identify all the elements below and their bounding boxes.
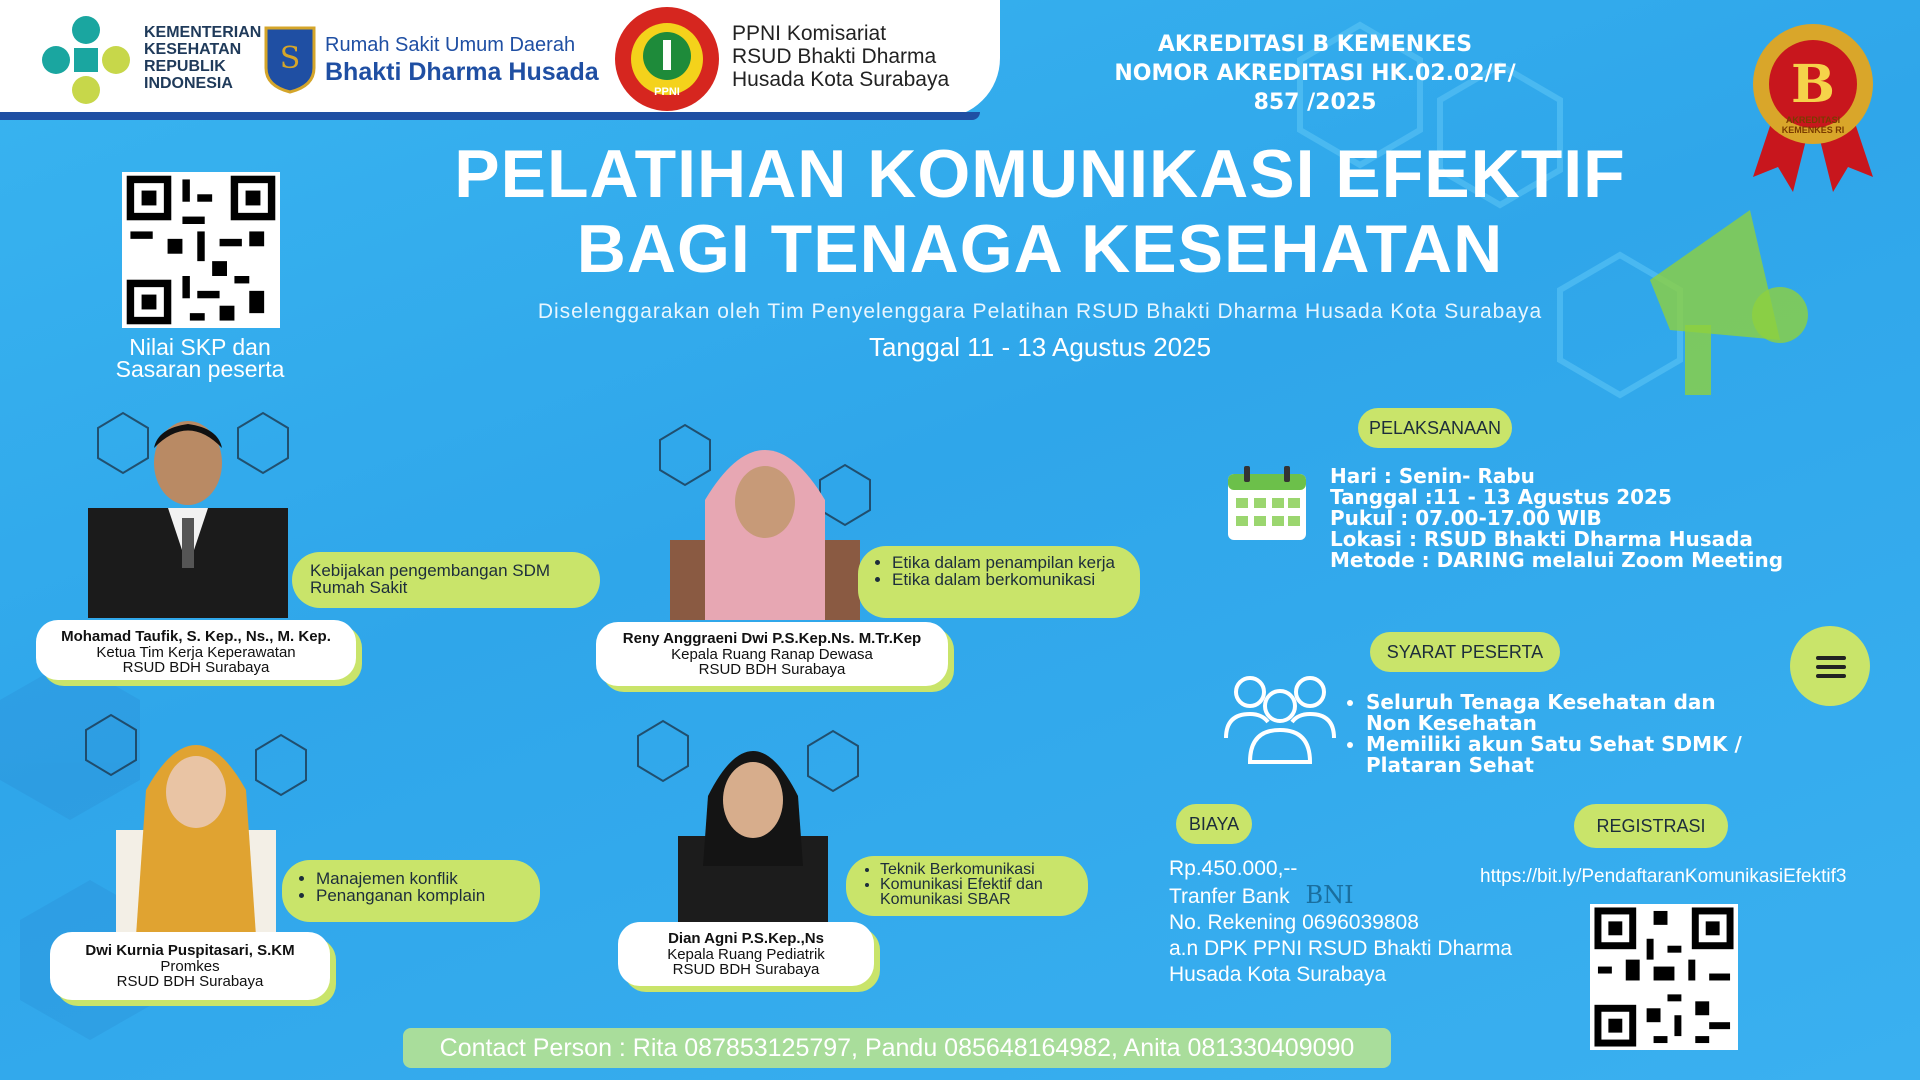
qr-code-skp[interactable] <box>122 172 280 328</box>
pelaksanaan-label: PELAKSANAAN <box>1358 408 1512 448</box>
registrasi-link[interactable]: https://bit.ly/PendaftaranKomunikasiEfektif3 <box>1480 866 1847 887</box>
speaker-institution: RSUD BDH Surabaya <box>122 659 270 676</box>
megaphone-icon <box>1630 200 1820 410</box>
qr-caption-line1: Nilai SKP dan <box>129 334 271 360</box>
topic-box-2 <box>858 546 1140 618</box>
syarat-item: • Seluruh Tenaga Kesehatan dan Non Kesehatan <box>1366 692 1766 734</box>
topic-item: • Etika dalam penampilan kerja <box>892 554 1122 571</box>
kemkes-logo-icon <box>38 12 134 108</box>
speaker-photo-dwi <box>76 710 316 936</box>
pelaksanaan-pukul: Pukul : 07.00-17.00 WIB <box>1330 506 1602 530</box>
topic-item: • Komunikasi Efektif dan Komunikasi SBAR <box>880 877 1070 907</box>
topic-item: • Teknik Berkomunikasi <box>880 862 1070 877</box>
speaker-card-2 <box>596 622 948 686</box>
menu-icon-bar <box>1816 674 1846 678</box>
speaker-card-3 <box>50 932 330 1000</box>
speaker-institution: RSUD BDH Surabaya <box>672 961 820 978</box>
page-title-line2: BAGI TENAGA KESEHATAN <box>576 211 1504 287</box>
badge-text: AKREDITASI KEMENKES RI <box>1781 115 1845 135</box>
biaya-amount: Rp.450.000,-- <box>1169 857 1298 880</box>
page-title-line1: PELATIHAN KOMUNIKASI EFEKTIF <box>454 136 1626 212</box>
speaker-photo-dian <box>628 716 868 922</box>
bni-logo: BNI <box>1305 881 1354 909</box>
syarat-details <box>1346 692 1766 776</box>
topic-list <box>876 554 1122 588</box>
ppni-line2: RSUD Bhakti Dharma <box>732 45 937 68</box>
syarat-item: • Memiliki akun Satu Sehat SDMK / Plataran Sehat <box>1366 734 1766 776</box>
biaya-rekening: No. Rekening 0696039808 <box>1169 911 1419 934</box>
topic-item: • Manajemen konflik <box>316 870 522 887</box>
topic-box-4 <box>846 856 1088 916</box>
speaker-role: Promkes <box>160 958 220 975</box>
pelaksanaan-lokasi: Lokasi : RSUD Bhakti Dharma Husada <box>1330 527 1753 551</box>
syarat-label: SYARAT PESERTA <box>1370 632 1560 672</box>
pelaksanaan-hari: Hari : Senin- Rabu <box>1330 464 1535 488</box>
topic-list <box>864 862 1070 907</box>
hospital-name: Bhakti Dharma Husada <box>325 58 599 86</box>
akreditasi-line1: AKREDITASI B KEMENKES <box>1157 32 1473 57</box>
pelaksanaan-metode: Metode : DARING melalui Zoom Meeting <box>1330 548 1784 572</box>
topic-box-3 <box>282 860 540 922</box>
surabaya-emblem-icon <box>262 24 318 94</box>
akreditasi-info <box>1100 30 1530 117</box>
speaker-name: Dian Agni P.S.Kep.,Ns <box>668 930 824 947</box>
akreditasi-line2: NOMOR AKREDITASI HK.02.02/F/ 857 /2025 <box>1114 61 1516 115</box>
pelaksanaan-details <box>1330 466 1850 571</box>
speaker-institution: RSUD BDH Surabaya <box>116 973 264 990</box>
syarat-list <box>1346 692 1766 776</box>
people-group-icon <box>1222 672 1338 764</box>
header-accent-line <box>0 112 980 120</box>
speaker-card-4 <box>618 922 874 986</box>
speaker-role: Kepala Ruang Pediatrik <box>667 946 825 963</box>
kemkes-name: KEMENTERIAN KESEHATAN REPUBLIK INDONESIA <box>144 24 262 92</box>
menu-icon-bar <box>1816 656 1846 660</box>
calendar-icon <box>1226 466 1308 542</box>
speaker-name: Reny Anggraeni Dwi P.S.Kep.Ns. M.Tr.Kep <box>622 630 922 647</box>
speaker-card-1 <box>36 620 356 680</box>
speaker-role: Kepala Ruang Ranap Dewasa <box>671 646 873 663</box>
ppni-logo-label: PPNI <box>654 86 680 98</box>
event-date: Tanggal 11 - 13 Agustus 2025 <box>868 332 1212 362</box>
menu-button[interactable] <box>1790 626 1870 706</box>
menu-icon-bar <box>1816 665 1846 669</box>
speaker-role: Ketua Tim Kerja Keperawatan <box>96 644 296 661</box>
speaker-photo-taufik <box>78 408 298 618</box>
ppni-line3: Husada Kota Surabaya <box>732 68 950 91</box>
biaya-an-line2: Husada Kota Surabaya <box>1169 963 1387 986</box>
biaya-an-line1: a.n DPK PPNI RSUD Bhakti Dharma <box>1169 937 1513 960</box>
speaker-name: Dwi Kurnia Puspitasari, S.KM <box>85 942 295 959</box>
qr-caption-line2: Sasaran peserta <box>115 356 285 382</box>
topic-box-1 <box>292 552 600 608</box>
speaker-name: Mohamad Taufik, S. Kep., Ns., M. Kep. <box>61 628 331 645</box>
ppni-line1: PPNI Komisariat <box>732 22 887 45</box>
topic-text: Kebijakan pengembangan SDM Rumah Sakit <box>310 561 551 597</box>
topic-item: • Penanganan komplain <box>316 887 522 904</box>
pelaksanaan-tanggal: Tanggal :11 - 13 Agustus 2025 <box>1330 485 1672 509</box>
speaker-photo-reny <box>650 420 880 620</box>
biaya-bank: Tranfer Bank <box>1169 885 1290 908</box>
svg-text:S: S <box>279 41 301 76</box>
topic-item: • Etika dalam berkomunikasi <box>892 571 1122 588</box>
badge-letter: B <box>1791 54 1835 115</box>
qr-caption <box>100 336 300 380</box>
biaya-label: BIAYA <box>1176 804 1252 844</box>
hospital-type: Rumah Sakit Umum Daerah <box>325 34 576 56</box>
organizer-subtitle: Diselenggarakan oleh Tim Penyelenggara Pelatihan RSUD Bhakti Dharma Husada Kota Surabaya <box>537 300 1543 323</box>
topic-list <box>300 870 522 904</box>
contact-person-bar: Contact Person : Rita 087853125797, Pandu 085648164982, Anita 081330409090 <box>403 1028 1391 1068</box>
registrasi-label: REGISTRASI <box>1574 804 1728 848</box>
qr-code-registrasi[interactable] <box>1590 904 1738 1050</box>
ppni-komisariat <box>732 22 949 91</box>
speaker-institution: RSUD BDH Surabaya <box>698 661 846 678</box>
